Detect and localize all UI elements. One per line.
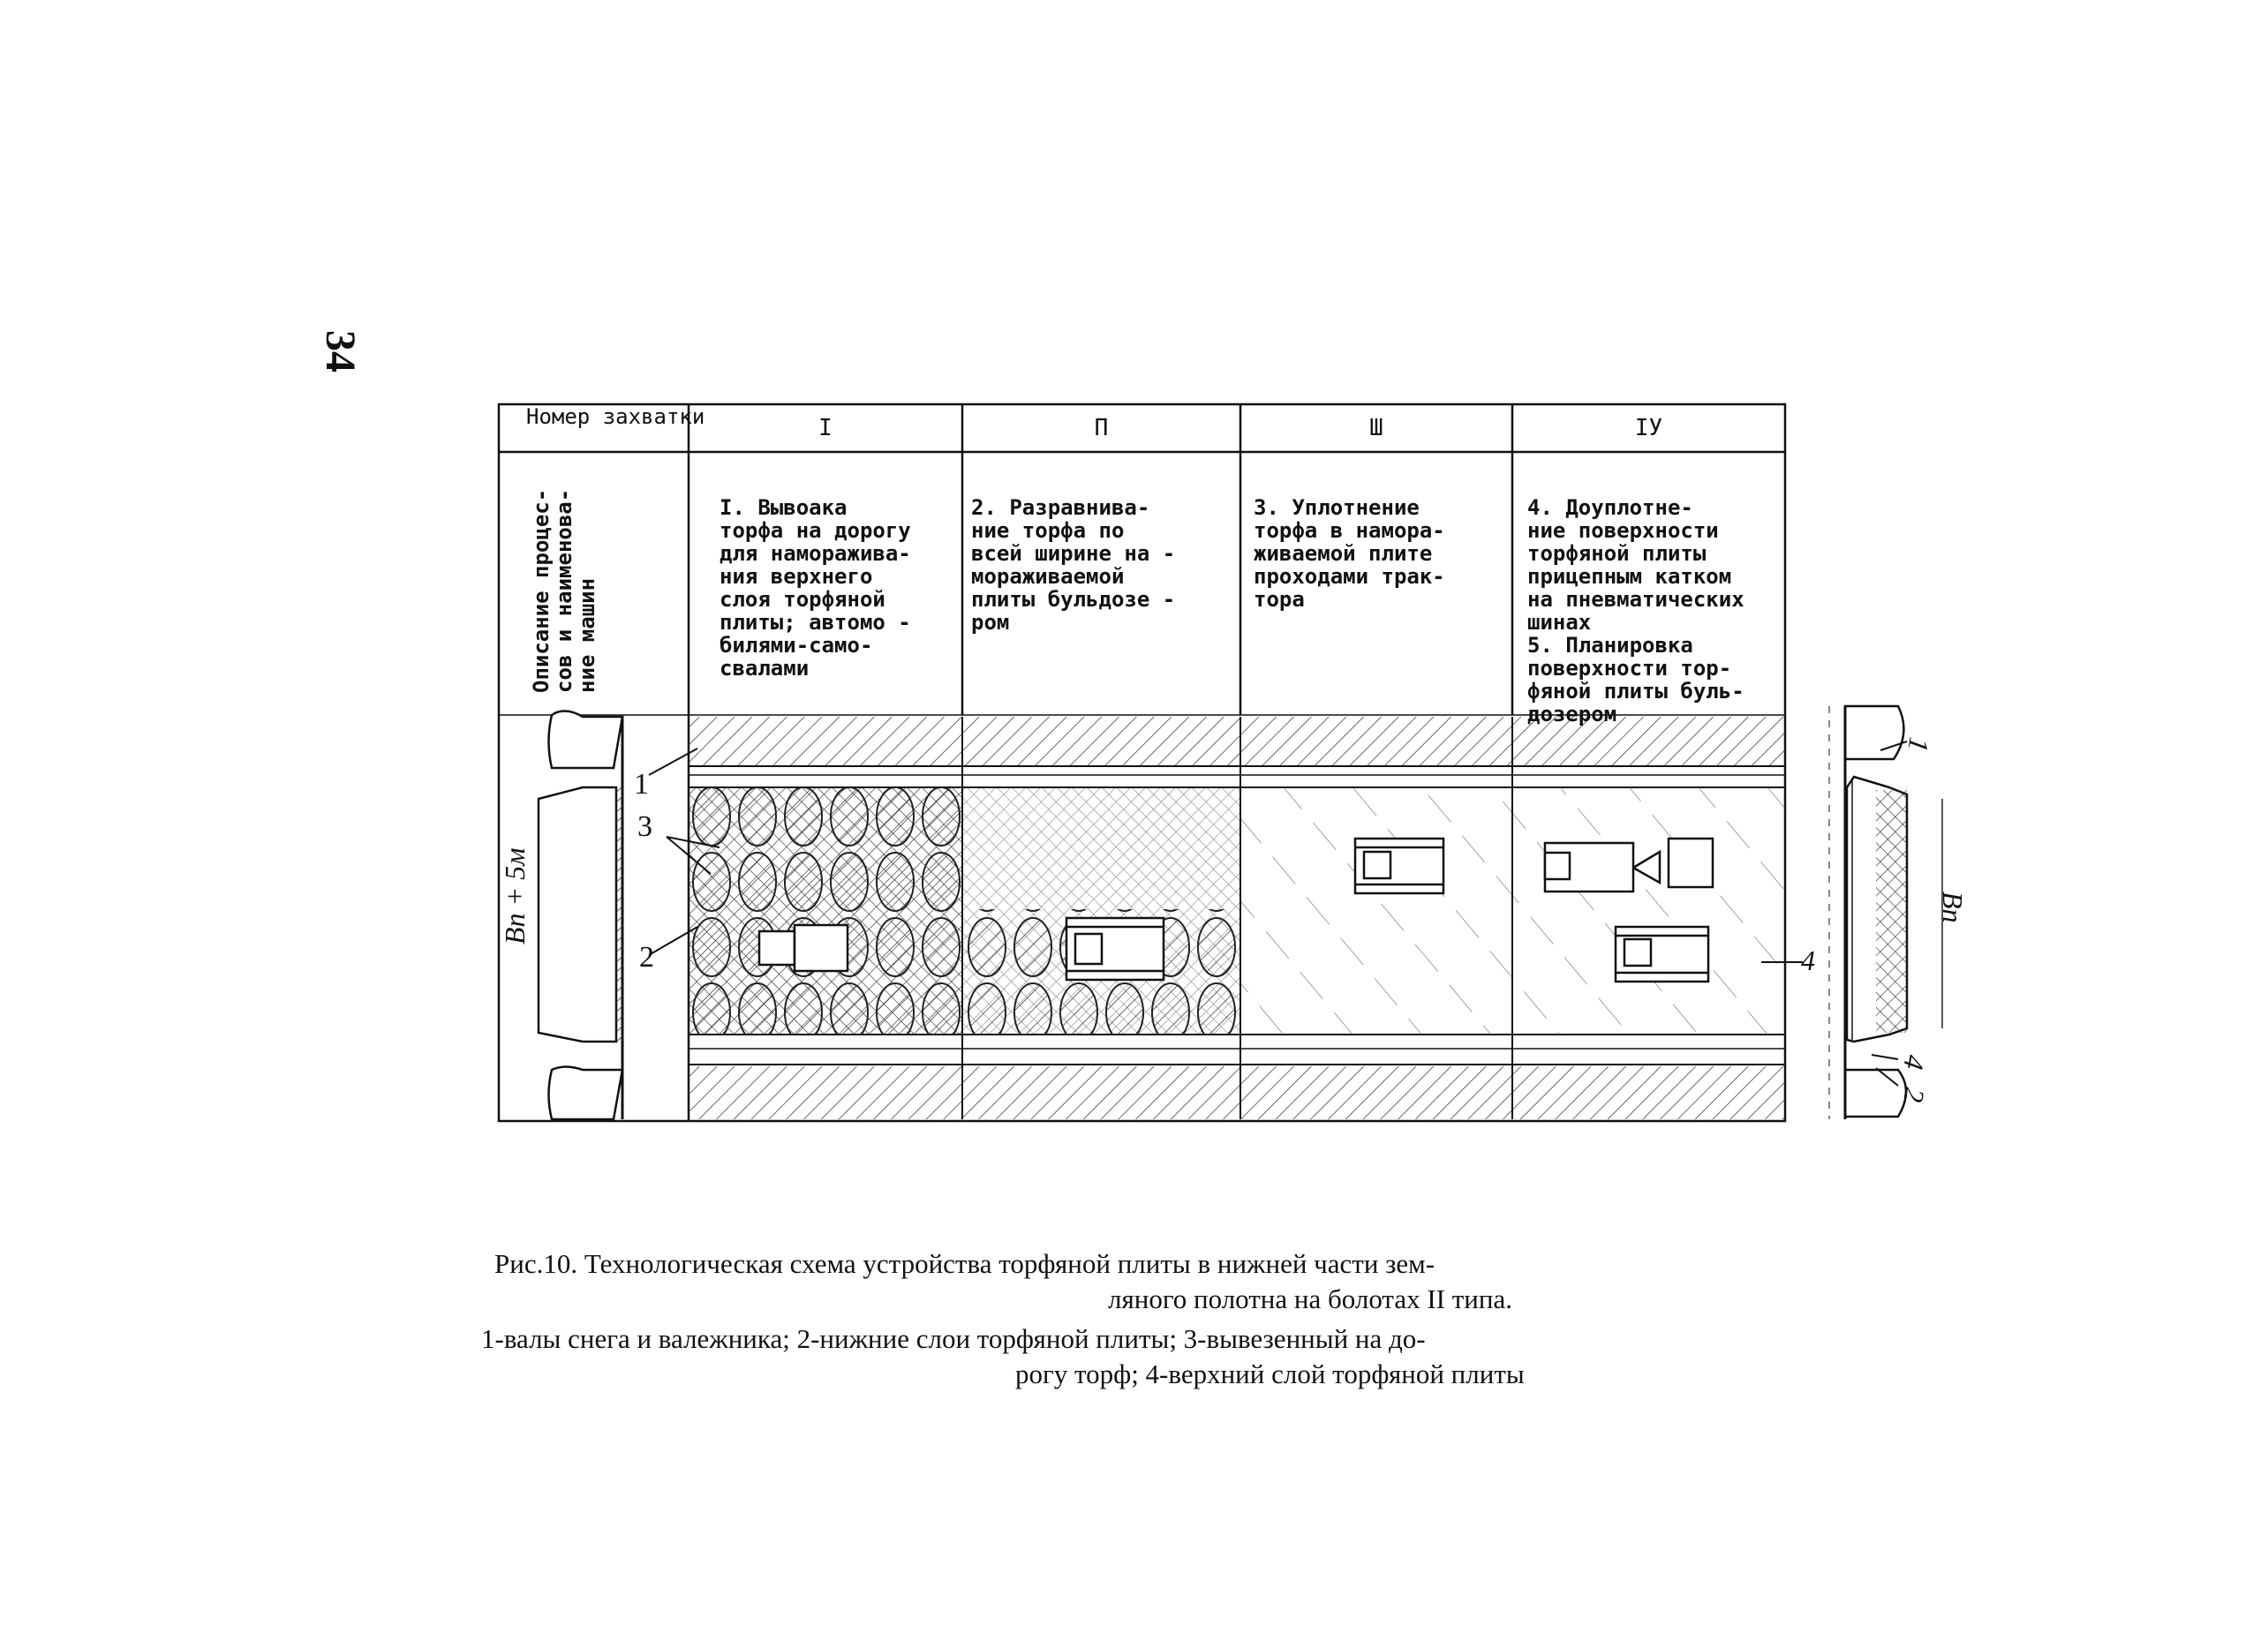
tractor-icon xyxy=(1355,839,1443,893)
label-3-left: 3 xyxy=(637,810,652,843)
right-cross-section xyxy=(1829,706,1907,1119)
bulldozer-icon xyxy=(1066,918,1164,980)
bulldozer-2-icon xyxy=(1616,927,1708,982)
page-number: 34 xyxy=(317,330,364,373)
grip-2-description: 2. Разравнива- ние торфа по всей ширине на - мораживаемой плиты бульдозе - ром xyxy=(971,495,1176,635)
label-4-road: 4 xyxy=(1801,944,1815,976)
figure-caption-line-4: рогу торф; 4-верхний слой торфяной плиты xyxy=(1015,1358,1525,1389)
label-1-left: 1 xyxy=(634,768,649,801)
label-2-right: 2 xyxy=(1897,1085,1932,1105)
grip-3-description: 3. Уплотнение торфа в намора- живаемой плите проходами трак- тора xyxy=(1254,495,1445,612)
road-plan xyxy=(689,717,1785,1119)
label-4-right: 4 xyxy=(1897,1052,1932,1072)
header-grip-number: Номер захватки xyxy=(526,404,705,429)
label-2-left: 2 xyxy=(639,941,654,974)
grip-number-2: П xyxy=(1094,415,1109,441)
grip-1-description: I. Вывоака торфа на дорогу для намораживa- ния верхнего слоя торфяной плиты; автомо - билями-само- свалами xyxy=(720,495,911,681)
left-cross-section xyxy=(539,711,623,1119)
row-header-description: Описание процес- сов и наименова- ние машин xyxy=(529,488,599,693)
dump-truck-icon xyxy=(759,925,848,971)
grip-number-3: Ш xyxy=(1369,415,1383,441)
grip-4-description: 4. Доуплотне- ние поверхности торфяной плиты прицепным катком на пневматических шинах 5. Планировка поверхности тор- фяной плиты буль- дозером xyxy=(1527,495,1744,726)
dimension-right: Bп xyxy=(1937,892,1969,923)
dimension-left: Bп + 5м xyxy=(499,847,531,944)
figure-caption-line-3: 1-валы снега и валежника; 2-нижние слои торфяной плиты; 3-вывезенный на до- xyxy=(481,1323,1426,1354)
pneumatic-roller-icon xyxy=(1545,839,1713,892)
figure-caption-line-2: ляного полотна на болотах II типа. xyxy=(1108,1283,1512,1314)
grip-number-1: I xyxy=(818,415,833,441)
label-1-right: 1 xyxy=(1902,734,1936,755)
figure-caption-line-1: Рис.10. Технологическая схема устройства торфяной плиты в нижней части зем- xyxy=(494,1248,1435,1279)
grip-number-4: IУ xyxy=(1634,415,1663,441)
